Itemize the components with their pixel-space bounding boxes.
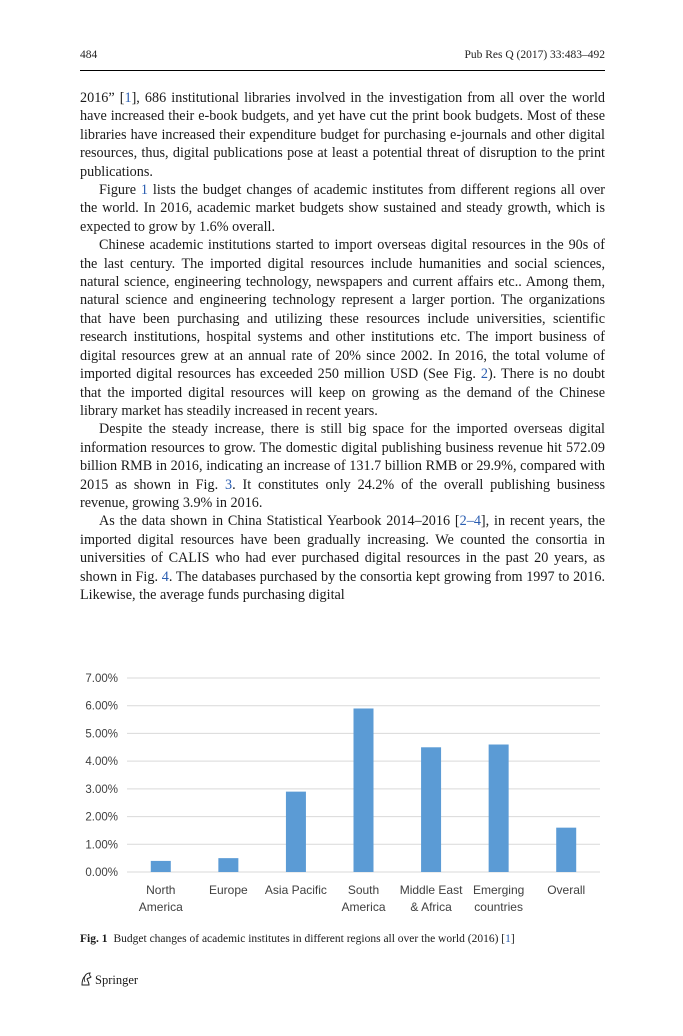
y-tick-label: 5.00% — [85, 728, 118, 741]
x-tick-label: countries — [474, 900, 523, 914]
citation-link[interactable]: 4 — [161, 568, 169, 585]
y-tick-label: 1.00% — [85, 839, 118, 852]
paragraph-text: . The databases purchased by the consortia kept growing from 1997 to 2016. Likewise, the average funds purchasing digital — [80, 568, 606, 603]
y-tick-label: 2.00% — [85, 811, 118, 824]
citation-link[interactable]: 2–4 — [459, 513, 481, 530]
bar — [556, 828, 576, 872]
caption-label: Fig. 1 — [80, 933, 108, 945]
body-text — [80, 89, 605, 604]
caption-text: Budget changes of academic institutes in different regions all over the world (2016) [ — [113, 933, 506, 945]
citation-link[interactable]: 3 — [224, 476, 233, 493]
paragraph — [80, 89, 605, 181]
springer-horse-icon — [80, 972, 92, 986]
x-tick-label: North — [146, 883, 176, 897]
paragraph-text: . It constitutes only 24.2% of the overall publishing business revenue, growing 3.9% in 2016. — [80, 476, 605, 511]
paragraph-text: ). There is no doubt that the imported digital resources will keep on growing as the demand of the Chinese library market has steadily increased in recent years. — [80, 366, 605, 419]
bar — [421, 747, 441, 872]
y-tick-label: 6.00% — [85, 700, 118, 713]
paragraph-text: Chinese academic institutions started to import overseas digital resources in the 90s of the last century. The imported digital resources include humanities and social sciences, natural science, engineering technology, newspapers and current affairs etc.. Among them, natural science and engineering technology represent a larger portion. The organizations that have been purchasing and utilizing these resources include universities, scientific research institutions, hospital systems and other institutions etc. The import business of digital resources grew at an annual rate of 20% since 2002. In 2016, the total volume of imported digital resources has exceeded 250 million USD (See Fig. — [80, 237, 605, 383]
bar — [151, 861, 171, 872]
paragraph-text: ], 686 institutional libraries involved in the investigation from all over the world have increased their e-book budgets, and yet have cut the print book budgets. Most of these libraries have increased their expenditure budget for purchasing e-journals and other digital resources, thus, digital publications pose at least a potential threat of disruption to the print publications. — [80, 90, 605, 180]
figure-caption — [80, 932, 605, 947]
x-tick-label: America — [341, 900, 386, 914]
page-number: 484 — [80, 49, 98, 61]
paragraph — [80, 420, 605, 512]
x-tick-label: & Africa — [410, 900, 452, 914]
bar-chart — [72, 665, 612, 920]
journal-citation: Pub Res Q (2017) 33:483–492 — [464, 49, 605, 61]
x-tick-label: South — [347, 883, 380, 897]
citation-link[interactable]: 2 — [480, 366, 488, 383]
x-tick-label: Europe — [209, 883, 248, 897]
paragraph-text: lists the budget changes of academic institutes from different regions all over the world. In 2016, academic market budgets show sustained and steady growth, which is expected to grow by 1.6% overall. — [80, 182, 605, 235]
paragraph — [80, 181, 605, 236]
running-header — [80, 49, 605, 69]
paragraph — [80, 236, 605, 420]
paragraph — [80, 512, 605, 604]
bar — [218, 858, 238, 872]
figure-1-chart — [72, 665, 612, 920]
x-tick-label: Emerging — [472, 883, 525, 897]
caption-ref-link[interactable]: 1 — [505, 933, 511, 945]
bar — [286, 792, 306, 872]
x-tick-label: Overall — [547, 883, 586, 897]
y-tick-label: 4.00% — [85, 756, 118, 769]
citation-link[interactable]: 1 — [124, 90, 132, 106]
citation-link[interactable]: 1 — [140, 182, 149, 199]
paragraph-text: Figure — [99, 182, 141, 199]
bar — [354, 708, 374, 872]
publisher-footer — [80, 972, 138, 988]
caption-text-end: ] — [510, 933, 515, 945]
publisher-name: Springer — [95, 973, 139, 987]
paragraph-text: As the data shown in China Statistical Yearbook 2014–2016 [ — [99, 513, 460, 530]
bar — [489, 745, 509, 872]
x-tick-label: Asia Pacific — [264, 883, 327, 897]
y-tick-label: 3.00% — [85, 783, 118, 796]
paragraph-text: ], in recent years, the imported digital resources have been gradually increasing. We counted the consortia in universities of CALIS who had ever purchased digital resources in the past 20 years, as shown in Fig. — [80, 513, 605, 585]
x-tick-label: America — [138, 900, 183, 914]
paragraph-text: Despite the steady increase, there is still big space for the imported overseas digital information resources to grow. The domestic digital publishing business revenue hit 572.09 billion RMB in 2016, indicating an increase of 131.7 billion RMB or 29.9%, compared with 2015 as shown in Fig. — [80, 421, 605, 493]
header-rule — [80, 70, 605, 71]
x-tick-label: Middle East — [399, 883, 463, 897]
paragraph-text: 2016” [ — [80, 90, 125, 106]
y-tick-label: 7.00% — [85, 673, 118, 685]
y-tick-label: 0.00% — [85, 867, 118, 879]
